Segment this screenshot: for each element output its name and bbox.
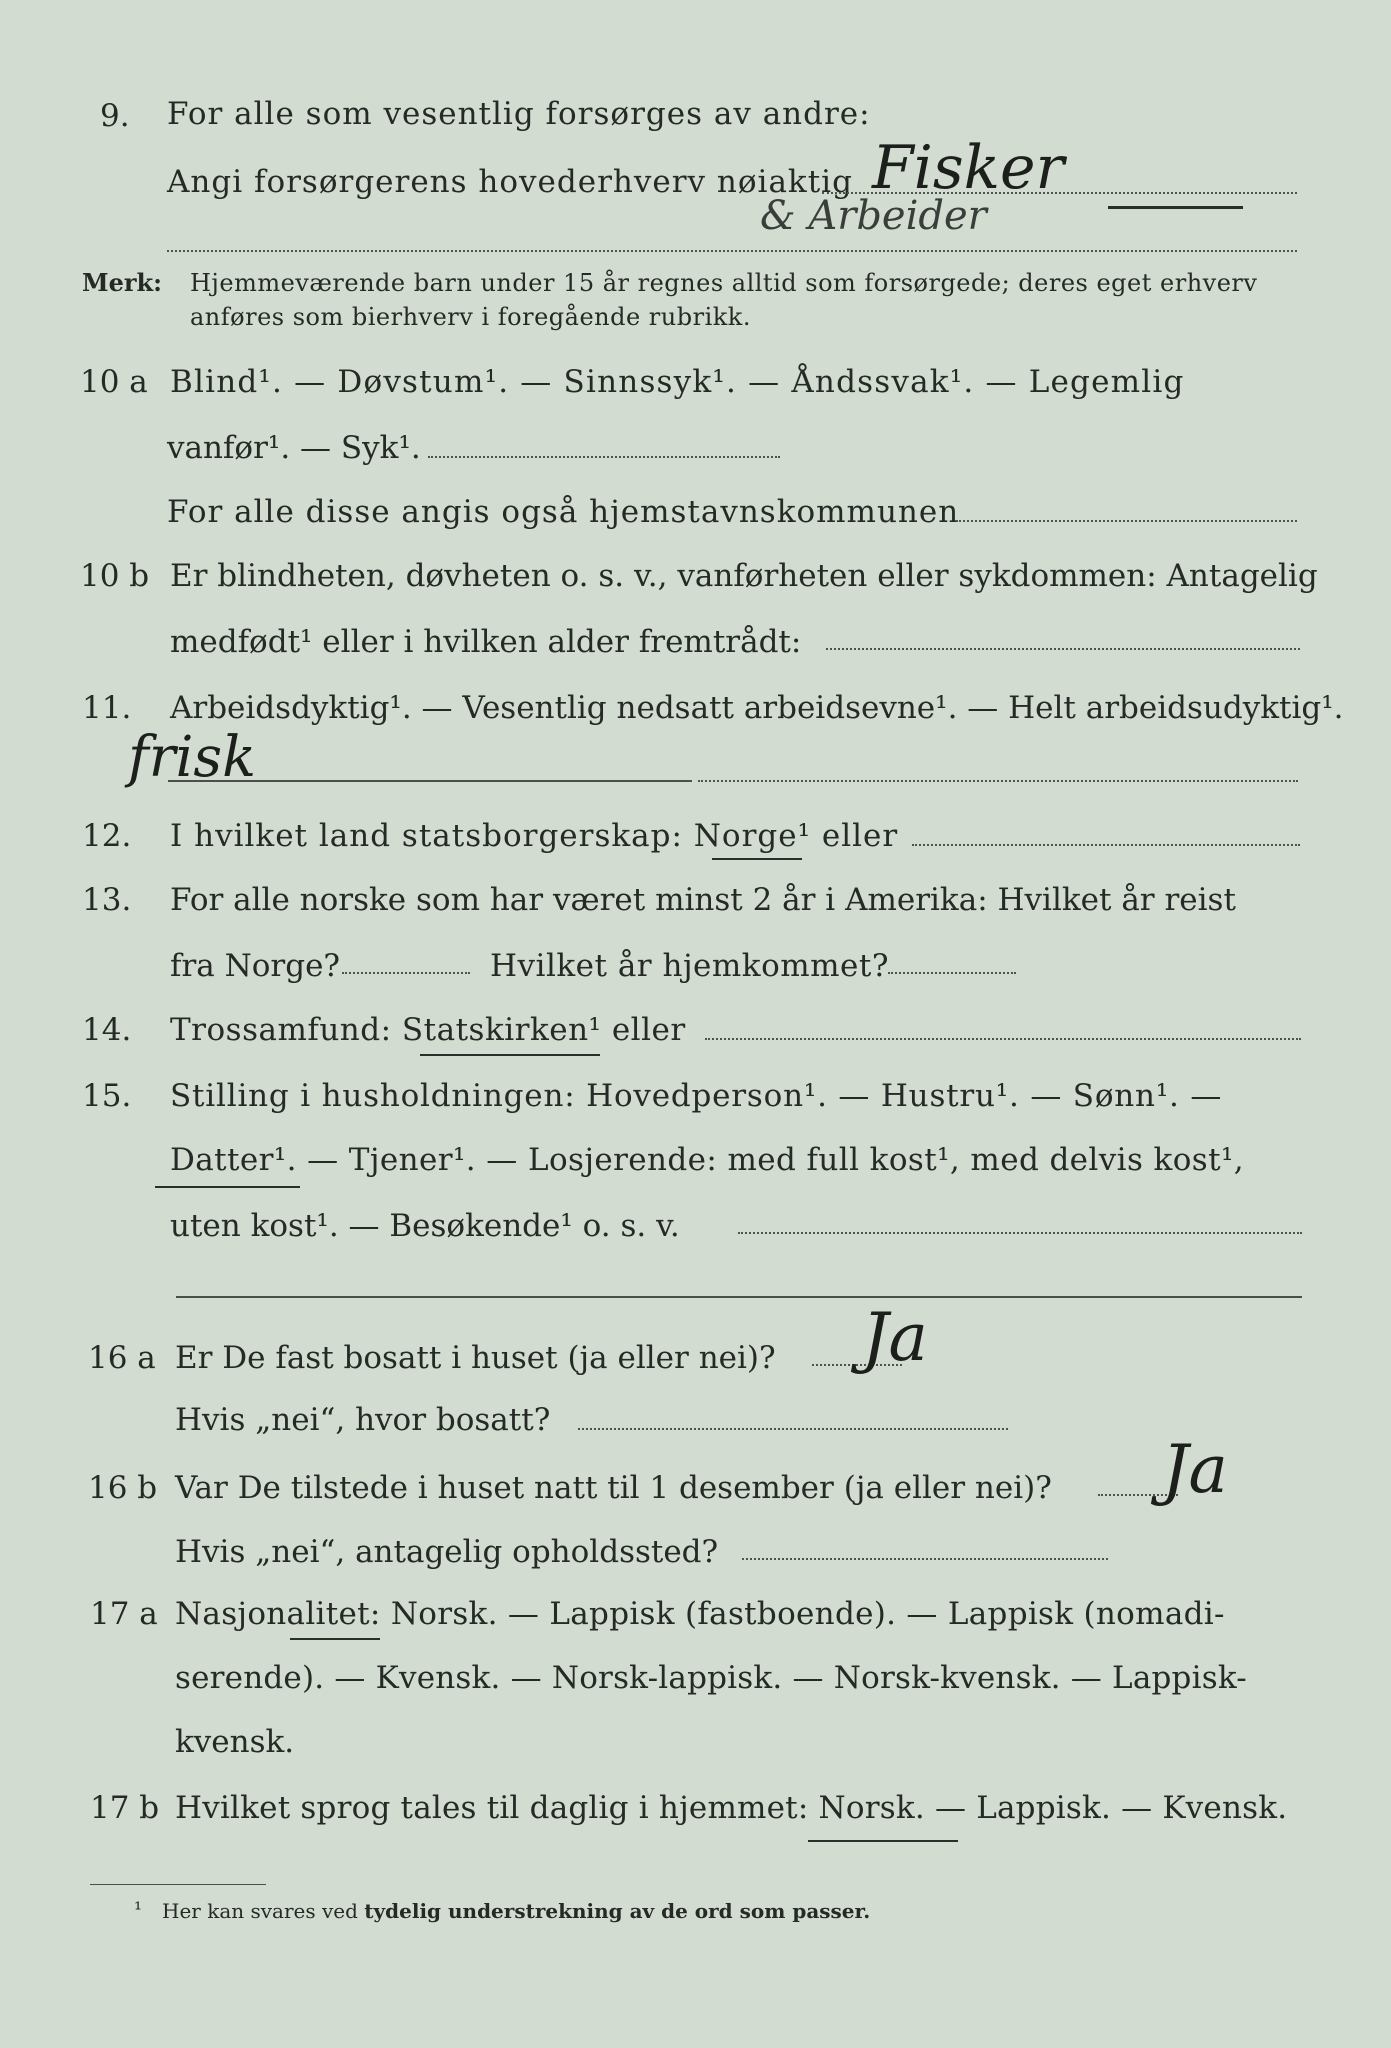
footnote-mark: ¹	[134, 1897, 143, 1921]
question-10b-line2: medfødt¹ eller i hvilken alder fremtrådt:	[170, 624, 802, 660]
question-15-line3: uten kost¹. — Besøkende¹ o. s. v.	[170, 1208, 680, 1244]
question-12-line1: I hvilket land statsborgerskap: Norge¹ eller	[170, 818, 899, 854]
question-16b-line2: Hvis „nei“, antagelig opholdssted?	[175, 1534, 719, 1570]
question-17a-line2: serende). — Kvensk. — Norsk-lappisk. — Norsk-kvensk. — Lappisk-	[175, 1660, 1247, 1696]
footnote-text	[162, 1898, 870, 1924]
question-10b-number: 10 b	[80, 558, 150, 594]
question-11-handwritten-answer: frisk	[128, 725, 257, 790]
question-17a-line3: kvensk.	[175, 1724, 295, 1760]
question-12-norge-underline	[712, 858, 802, 860]
question-10a-line2: vanfør¹. — Syk¹.	[167, 430, 421, 466]
question-15-extra-line	[176, 1296, 1302, 1298]
question-14-statskirken-underline	[420, 1054, 600, 1056]
question-13-line1: For alle norske som har været minst 2 år i Amerika: Hvilket år reist	[170, 882, 1236, 918]
question-16b-handwritten-answer: Ja	[1162, 1431, 1228, 1508]
question-13-line2b: Hvilket år hjemkommet?	[490, 948, 889, 984]
question-13-departure-line	[342, 972, 470, 974]
question-17b-line1: Hvilket sprog tales til daglig i hjemmet: Norsk. — Lappisk. — Kvensk.	[175, 1790, 1288, 1826]
question-9-handwritten-answer: Fisker	[872, 133, 1065, 203]
question-13-return-line	[888, 972, 1016, 974]
question-10a-answer-line	[428, 456, 780, 458]
question-17a-line1: Nasjonalitet: Norsk. — Lappisk (fastboende). — Lappisk (nomadi-	[175, 1596, 1225, 1632]
question-9-extra-line	[167, 250, 1297, 252]
question-15-datter-underline	[155, 1186, 300, 1188]
question-9-handwritten-answer-2: & Arbeider	[760, 193, 987, 239]
question-16a-line1: Er De fast bosatt i huset (ja eller nei)?	[175, 1340, 776, 1376]
question-12-answer-line	[912, 844, 1300, 846]
question-11-answer-line	[168, 780, 692, 782]
question-15-number: 15.	[82, 1078, 132, 1114]
footnote-text-b: tydelig understrekning av de ord som passer.	[364, 1899, 871, 1923]
question-16a-residence-line	[578, 1428, 1008, 1430]
question-17b-norsk-underline	[808, 1840, 958, 1842]
question-10a-line1: Blind¹. — Døvstum¹. — Sinnssyk¹. — Åndssvak¹. — Legemlig	[170, 364, 1185, 400]
question-14-number: 14.	[82, 1012, 132, 1048]
question-10b-line1: Er blindheten, døvheten o. s. v., vanførheten eller sykdommen: Antagelig	[170, 558, 1318, 594]
question-9-line2: Angi forsørgerens hovederhverv nøiaktig	[167, 164, 853, 200]
footnote-text-a: Her kan svares ved	[162, 1899, 358, 1923]
question-16a-handwritten-answer: Ja	[862, 1299, 928, 1376]
question-14-answer-line	[705, 1038, 1301, 1040]
question-11-number: 11.	[82, 690, 132, 726]
question-10a-municipality-line	[956, 520, 1297, 522]
footnote-rule	[90, 1884, 266, 1885]
question-16b-line1: Var De tilstede i huset natt til 1 desember (ja eller nei)?	[175, 1470, 1052, 1506]
question-16a-line2: Hvis „nei“, hvor bosatt?	[175, 1402, 551, 1438]
question-15-line2: Datter¹. — Tjener¹. — Losjerende: med full kost¹, med delvis kost¹,	[170, 1142, 1245, 1178]
question-9-handwritten-stroke	[1108, 206, 1243, 209]
question-16b-number: 16 b	[88, 1470, 158, 1506]
question-9-line1: For alle som vesentlig forsørges av andre:	[167, 96, 871, 132]
question-10a-number: 10 a	[80, 364, 148, 400]
question-17a-nasjonalitet-underline	[290, 1638, 380, 1640]
question-15-answer-line	[738, 1232, 1302, 1234]
question-16a-number: 16 a	[88, 1340, 156, 1376]
question-9-number: 9.	[100, 98, 130, 134]
merk-label: Merk:	[82, 268, 162, 297]
merk-line1: Hjemmeværende barn under 15 år regnes alltid som forsørgede; deres eget erhverv	[190, 269, 1258, 297]
question-10a-line3: For alle disse angis også hjemstavnskommunen	[167, 494, 960, 530]
question-15-line1: Stilling i husholdningen: Hovedperson¹. — Hustru¹. — Sønn¹. —	[170, 1078, 1223, 1114]
merk-line2: anføres som bierhverv i foregående rubrikk.	[190, 303, 751, 331]
question-17b-number: 17 b	[90, 1790, 160, 1826]
question-10b-answer-line	[826, 648, 1300, 650]
question-17a-number: 17 a	[90, 1596, 158, 1632]
question-14-line1: Trossamfund: Statskirken¹ eller	[170, 1012, 686, 1048]
question-11-line1: Arbeidsdyktig¹. — Vesentlig nedsatt arbeidsevne¹. — Helt arbeidsudyktig¹.	[170, 690, 1344, 726]
question-16b-whereabouts-line	[742, 1558, 1108, 1560]
question-13-line2a: fra Norge?	[170, 948, 341, 984]
question-12-number: 12.	[82, 818, 132, 854]
question-13-number: 13.	[82, 882, 132, 918]
question-11-answer-line-2	[698, 780, 1298, 782]
